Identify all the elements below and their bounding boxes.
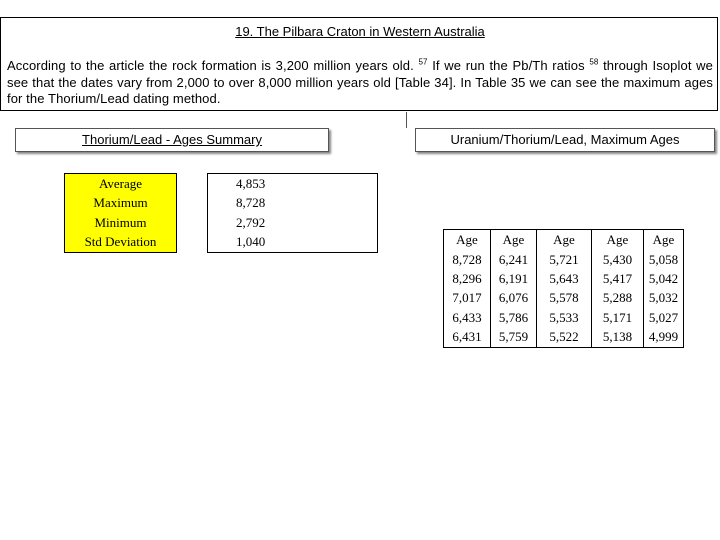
table-cell: 5,786	[491, 308, 537, 327]
table-cell: 6,433	[444, 308, 491, 327]
table-cell: 5,288	[592, 289, 644, 308]
page-title: 19. The Pilbara Craton in Western Australia	[235, 24, 485, 39]
table-cell: 6,076	[491, 289, 537, 308]
column-header: Age	[444, 230, 491, 251]
header-box	[0, 17, 718, 111]
table-row	[65, 194, 378, 214]
table-cell: 6,431	[444, 328, 491, 348]
table-cell: 5,721	[537, 250, 592, 269]
summary-label: Average	[65, 174, 177, 194]
table-row	[65, 213, 378, 233]
summary-value: 1,040	[208, 233, 378, 253]
intro-paragraph	[7, 58, 713, 108]
summary-value: 2,792	[208, 213, 378, 233]
table-cell: 5,643	[537, 269, 592, 288]
intro-text-3: through Isoplot we see that the dates vary from 2,000 to over 8,000 million years old [Table 34]. In Table 35 we can see the maximum ages for the Thorium/Lead dating method.	[7, 58, 713, 106]
table-cell: 5,430	[592, 250, 644, 269]
max-ages-heading: Uranium/Thorium/Lead, Maximum Ages	[415, 128, 715, 152]
table-cell: 5,522	[537, 328, 592, 348]
table-cell: 5,578	[537, 289, 592, 308]
table-cell: 8,296	[444, 269, 491, 288]
summary-value: 8,728	[208, 194, 378, 214]
table-cell: 5,058	[644, 250, 684, 269]
column-header: Age	[644, 230, 684, 251]
table-cell: 6,191	[491, 269, 537, 288]
table-cell: 8,728	[444, 250, 491, 269]
intro-text-2: If we run the Pb/Th ratios	[427, 58, 590, 73]
table-cell: 5,042	[644, 269, 684, 288]
max-ages-table	[443, 229, 684, 348]
column-header: Age	[491, 230, 537, 251]
table-row	[444, 269, 684, 288]
table-cell: 5,032	[644, 289, 684, 308]
table-cell: 5,027	[644, 308, 684, 327]
summary-label: Minimum	[65, 213, 177, 233]
table-cell: 4,999	[644, 328, 684, 348]
table-cell: 5,533	[537, 308, 592, 327]
summary-table	[64, 173, 378, 253]
table-header-row	[444, 230, 684, 251]
table-row	[444, 250, 684, 269]
column-header: Age	[592, 230, 644, 251]
divider-line	[406, 112, 407, 128]
intro-text-1: According to the article the rock formation is 3,200 million years old.	[7, 58, 419, 73]
table-row	[444, 328, 684, 348]
table-row	[444, 289, 684, 308]
table-row	[444, 308, 684, 327]
column-header: Age	[537, 230, 592, 251]
table-cell: 5,171	[592, 308, 644, 327]
table-cell: 6,241	[491, 250, 537, 269]
table-row	[65, 233, 378, 253]
summary-heading: Thorium/Lead - Ages Summary	[15, 128, 329, 152]
table-row	[65, 174, 378, 194]
summary-label: Std Deviation	[65, 233, 177, 253]
summary-value: 4,853	[208, 174, 378, 194]
table-cell: 5,138	[592, 328, 644, 348]
footnote-ref-57[interactable]: 57	[418, 57, 428, 67]
footnote-ref-58[interactable]: 58	[589, 57, 599, 67]
table-cell: 5,759	[491, 328, 537, 348]
summary-label: Maximum	[65, 194, 177, 214]
table-cell: 7,017	[444, 289, 491, 308]
table-cell: 5,417	[592, 269, 644, 288]
